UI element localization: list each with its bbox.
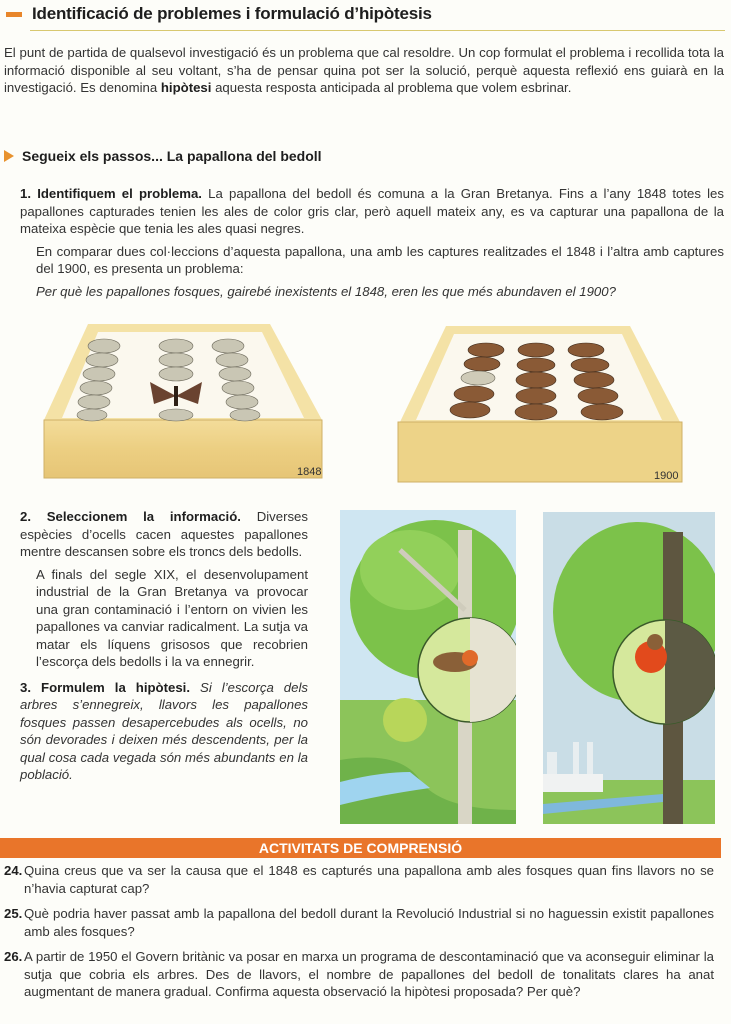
step-1 — [20, 185, 724, 305]
intro-paragraph — [4, 44, 724, 97]
activity-text: Què podria haver passat amb la papallona del bedoll durant la Revolució Industrial si no haguessin existit papallones amb ales fosques? — [24, 906, 714, 939]
section-heading-text: Segueix els passos... La papallona del bedoll — [22, 148, 322, 164]
activity-number: 24. — [4, 863, 23, 878]
activities-heading: ACTIVITATS DE COMPRENSIÓ — [258, 840, 463, 856]
step-number: 2. — [20, 509, 31, 524]
activity-text: A partir de 1950 el Govern britànic va posar en marxa un programa de descontaminació que va aconseguir eliminar la sutja que cobria els arbres. Des de llavors, el nombre de papallones del bedoll de tonalitats clares ha anat augmentant de manera gradual. Confirma aquesta observació la hipòtesi proposada? Per què? — [24, 949, 714, 999]
step-1-question: Per què les papallones fosques, gairebé inexistents el 1848, eren les que més abundaven el 1900? — [36, 283, 616, 299]
step-number: 3. — [20, 679, 31, 695]
intro-keyword: hipòtesi — [160, 80, 212, 95]
title-bullet — [6, 12, 22, 17]
step-title: Formulem la hipòtesi. — [41, 679, 191, 695]
step-1-para — [20, 185, 724, 238]
step-1-para2: En comparar dues col·leccions d’aquesta papallona, una amb les captures realitzades el 1848 i l’altra amb captures del 1900, es presenta un problema: — [36, 243, 724, 276]
steps-2-3 — [20, 508, 308, 789]
tree-illustration-clean — [340, 510, 516, 824]
tree-illustration-polluted — [543, 512, 715, 824]
activity-item — [4, 862, 714, 897]
activity-number: 26. — [4, 949, 23, 964]
intro-text: El punt de partida de qualsevol investigació és un problema que cal resoldre. Un cop formulat el problema i recollida tota la informació disponible al seu voltant, s’ha de pensar quina pot ser la solució, perquè aquesta reflexió ens guiarà en la investigació. Es denomina — [4, 45, 724, 95]
intro-text-end: aquesta resposta anticipada al problema que volem esbrinar. — [211, 80, 572, 95]
activities-list — [4, 862, 714, 1009]
activity-number: 25. — [4, 906, 23, 921]
step-2-para — [20, 508, 308, 561]
step-text: Diverses espècies d’ocells cacen aquestes papallones mentre descansen sobre els troncs dels bedolls. — [20, 509, 308, 559]
activity-text: Quina creus que va ser la causa que el 1848 es capturés una papallona amb ales fosques quan fins llavors no se n’havia capturat cap? — [24, 863, 714, 896]
section-heading — [4, 148, 322, 164]
activity-item — [4, 948, 714, 1001]
step-text: La papallona del bedoll és comuna a la Gran Bretanya. Fins a l’any 1848 totes les papallones capturades tenien les ales de color gris clar, però aquell mateix any, es va capturar una papallona de la mateixa espècie que tenia les ales quasi negres. — [20, 186, 724, 236]
title-divider — [30, 30, 725, 31]
step-number: 1. — [20, 186, 31, 201]
step-2-para2: A finals del segle XIX, el desenvolupament industrial de la Gran Bretanya va provocar una gran contaminació i l’entorn on vivien les papallones va canviar radicalment. La sutja va matar els líquens grisosos que recobrien l’escorça dels bedolls i la va ennegrir. — [36, 566, 308, 669]
step-3-para — [20, 679, 308, 784]
triangle-bullet-icon — [4, 150, 14, 162]
step-title: Seleccionem la informació. — [46, 509, 241, 524]
activity-item — [4, 905, 714, 940]
step-text: Si l’escorça dels arbres s’ennegreix, llavors les papallones fosques passen desapercebudes als ocells, no són devorades i deixen més descendents, per la qual cosa cada vegada són més abundants en la població. — [20, 679, 308, 782]
step-title: Identifiquem el problema. — [37, 186, 202, 201]
specimen-box-1848 — [42, 320, 327, 485]
box-label-1848: 1848 — [297, 466, 322, 478]
specimen-box-1900 — [396, 322, 686, 487]
box-label-1900: 1900 — [654, 470, 679, 482]
page-title: Identificació de problemes i formulació d’hipòtesis — [32, 4, 432, 23]
